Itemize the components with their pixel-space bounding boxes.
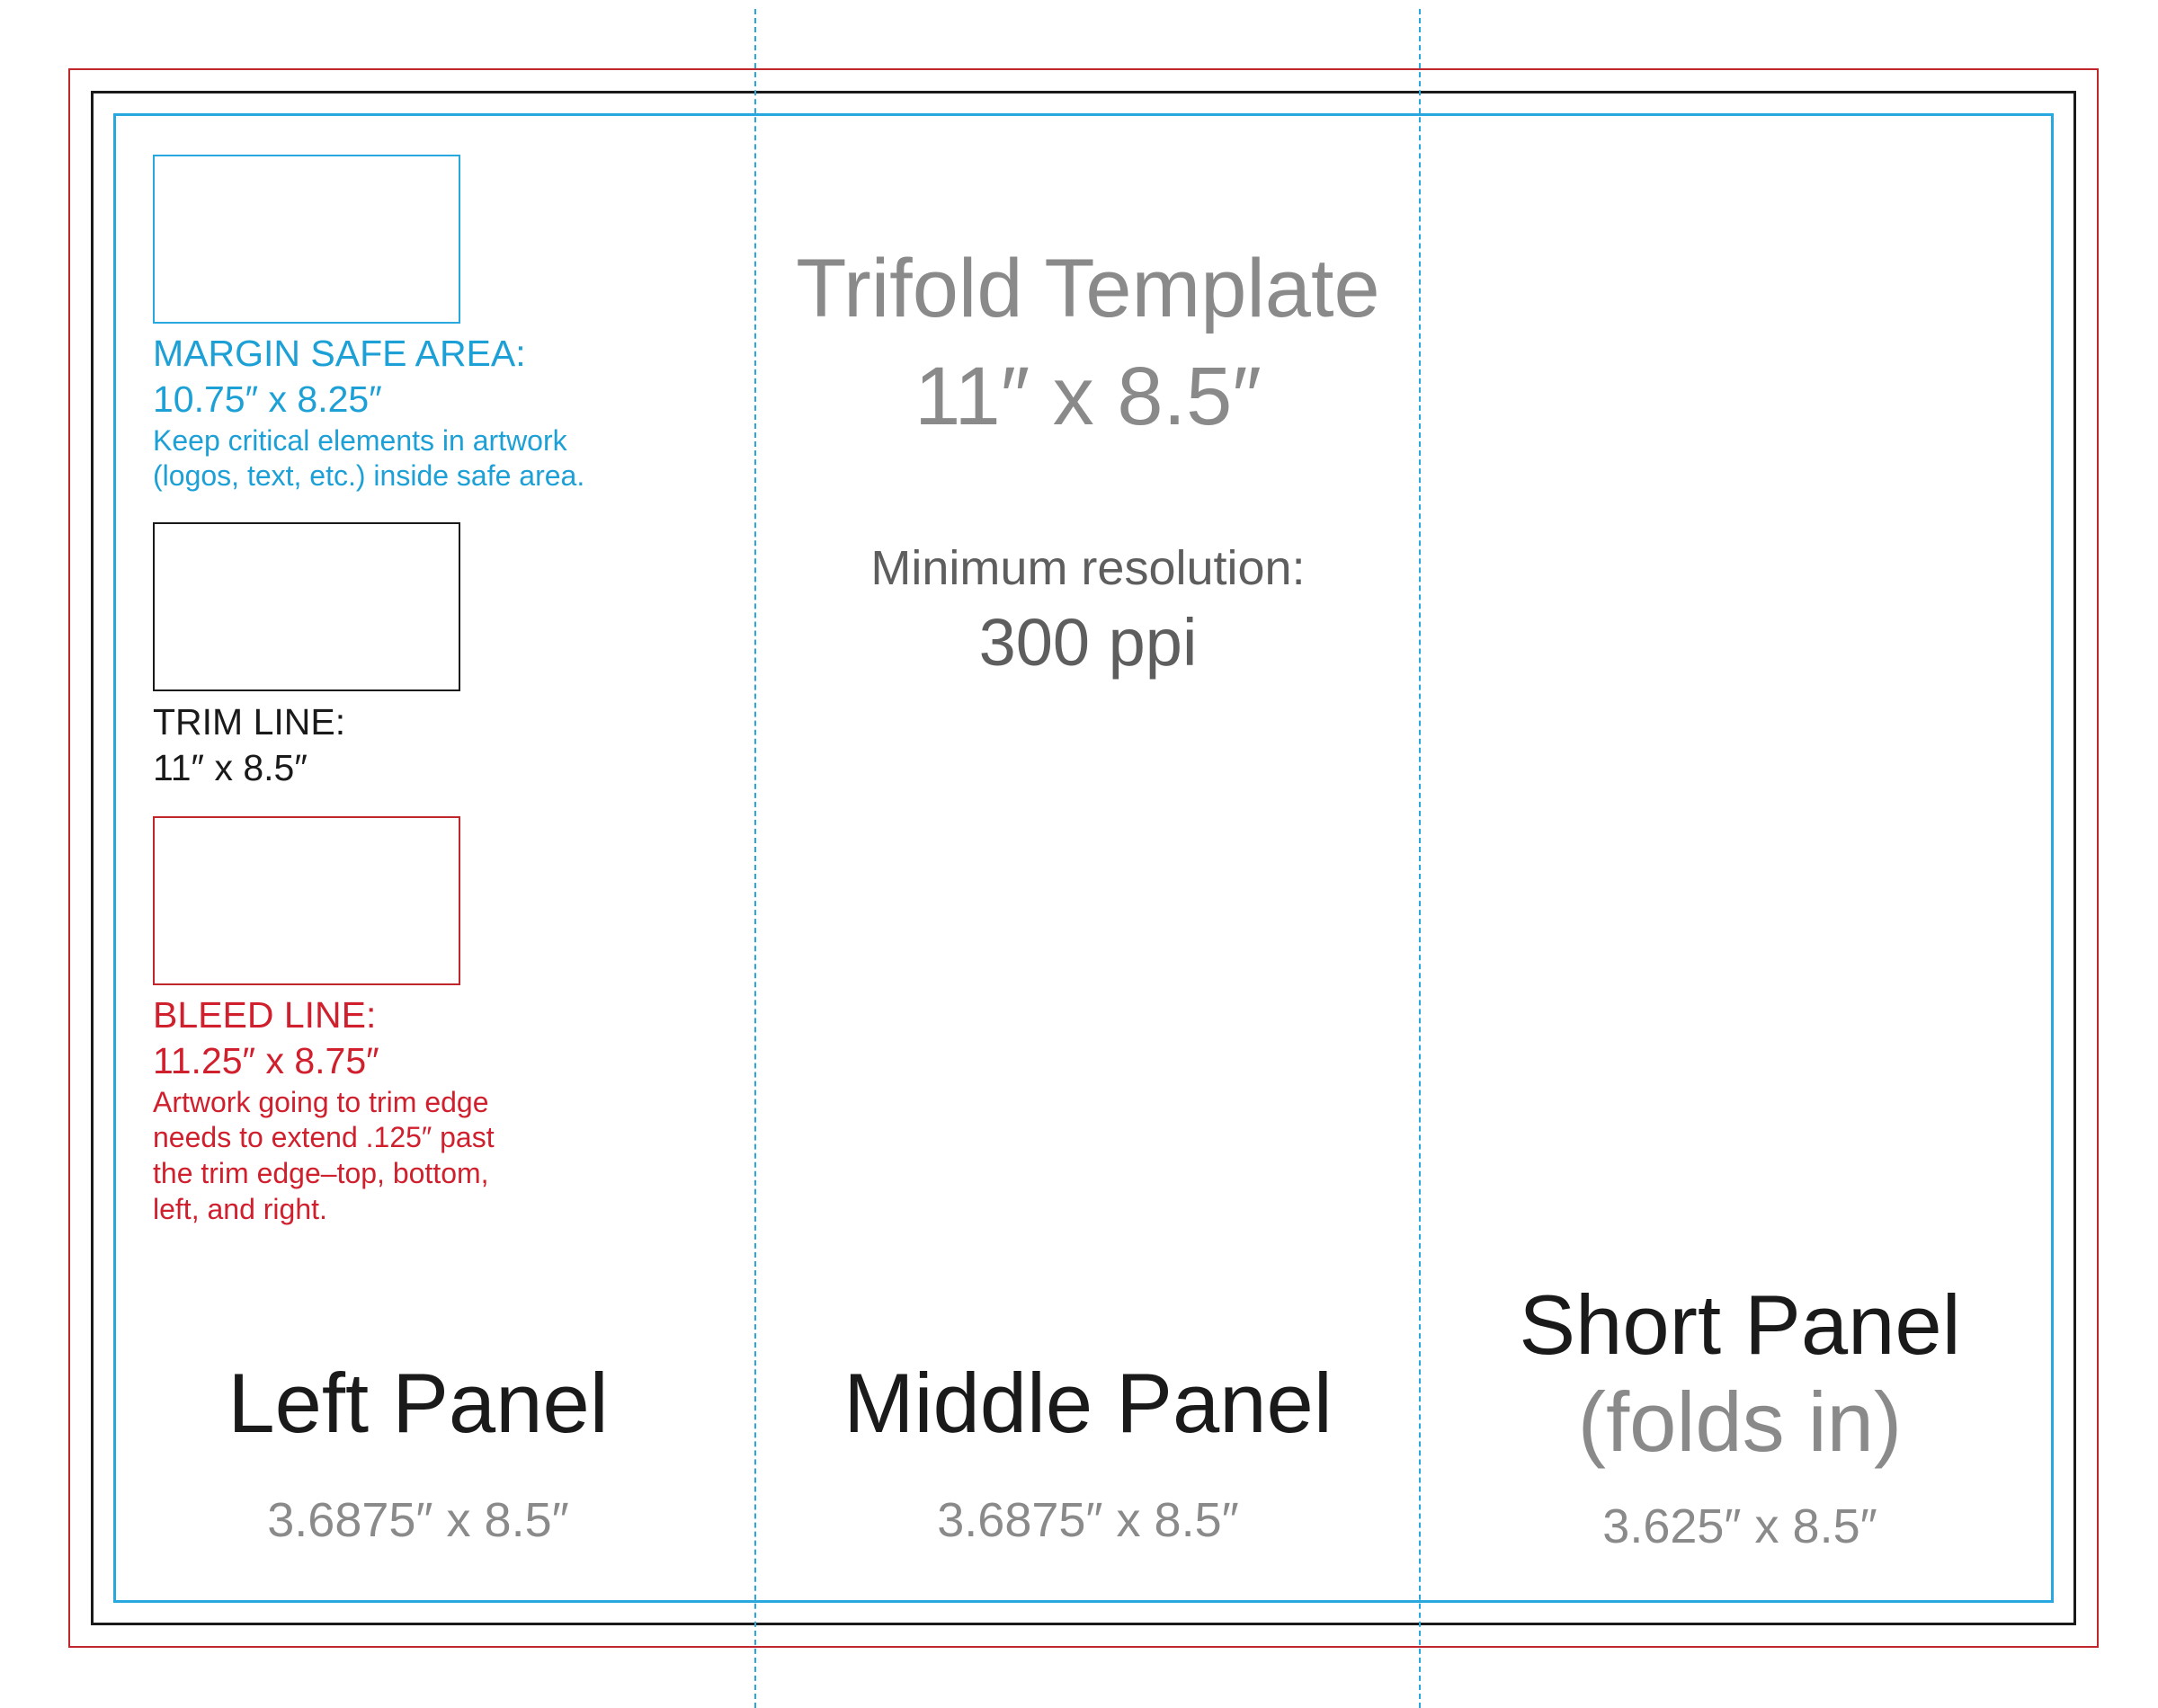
middle-panel-label — [764, 1355, 1412, 1550]
bleed-line-note-line: the trim edge–top, bottom, — [153, 1156, 489, 1189]
safe-area-note-line: Keep critical elements in artwork — [153, 423, 567, 457]
left-panel-name: Left Panel — [227, 1356, 609, 1450]
resolution-block — [764, 537, 1412, 686]
middle-panel-name: Middle Panel — [843, 1356, 1333, 1450]
safe-area-legend — [153, 331, 584, 494]
middle-panel-dimensions: 3.6875″ x 8.5″ — [937, 1493, 1239, 1548]
bleed-line-heading: BLEED LINE: — [153, 994, 377, 1036]
trim-line-dimensions: 11″ x 8.5″ — [153, 747, 308, 789]
bleed-line-legend — [153, 992, 495, 1227]
short-panel-name: Short Panel — [1519, 1277, 1961, 1372]
trim-line-swatch — [153, 522, 460, 691]
resolution-value: 300 ppi — [978, 605, 1198, 681]
fold-line-right — [1419, 9, 1421, 1708]
trim-line-heading: TRIM LINE: — [153, 701, 346, 743]
safe-area-note-line: (logos, text, etc.) inside safe area. — [153, 459, 585, 493]
template-dimensions: 11″ x 8.5″ — [914, 350, 1262, 442]
template-title: Trifold Template — [796, 243, 1380, 334]
template-title-block — [764, 236, 1412, 450]
trim-line-legend — [153, 699, 345, 792]
bleed-line-dimensions: 11.25″ x 8.75″ — [153, 1040, 379, 1082]
short-panel-subtitle: (folds in) — [1577, 1374, 1903, 1470]
resolution-label: Minimum resolution: — [870, 541, 1306, 595]
short-panel-dimensions: 3.625″ x 8.5″ — [1602, 1499, 1877, 1554]
bleed-line-note-line: needs to extend .125″ past — [153, 1121, 495, 1154]
bleed-line-swatch — [153, 816, 460, 985]
safe-area-dimensions: 10.75″ x 8.25″ — [153, 378, 382, 421]
bleed-line-note-line: left, and right. — [153, 1192, 327, 1225]
fold-line-left — [754, 9, 756, 1708]
safe-area-heading: MARGIN SAFE AREA: — [153, 333, 526, 374]
left-panel-dimensions: 3.6875″ x 8.5″ — [267, 1493, 569, 1548]
safe-area-swatch — [153, 155, 460, 324]
short-panel-label — [1430, 1277, 2050, 1556]
bleed-line-note-line: Artwork going to trim edge — [153, 1085, 489, 1118]
left-panel-label — [117, 1355, 719, 1550]
